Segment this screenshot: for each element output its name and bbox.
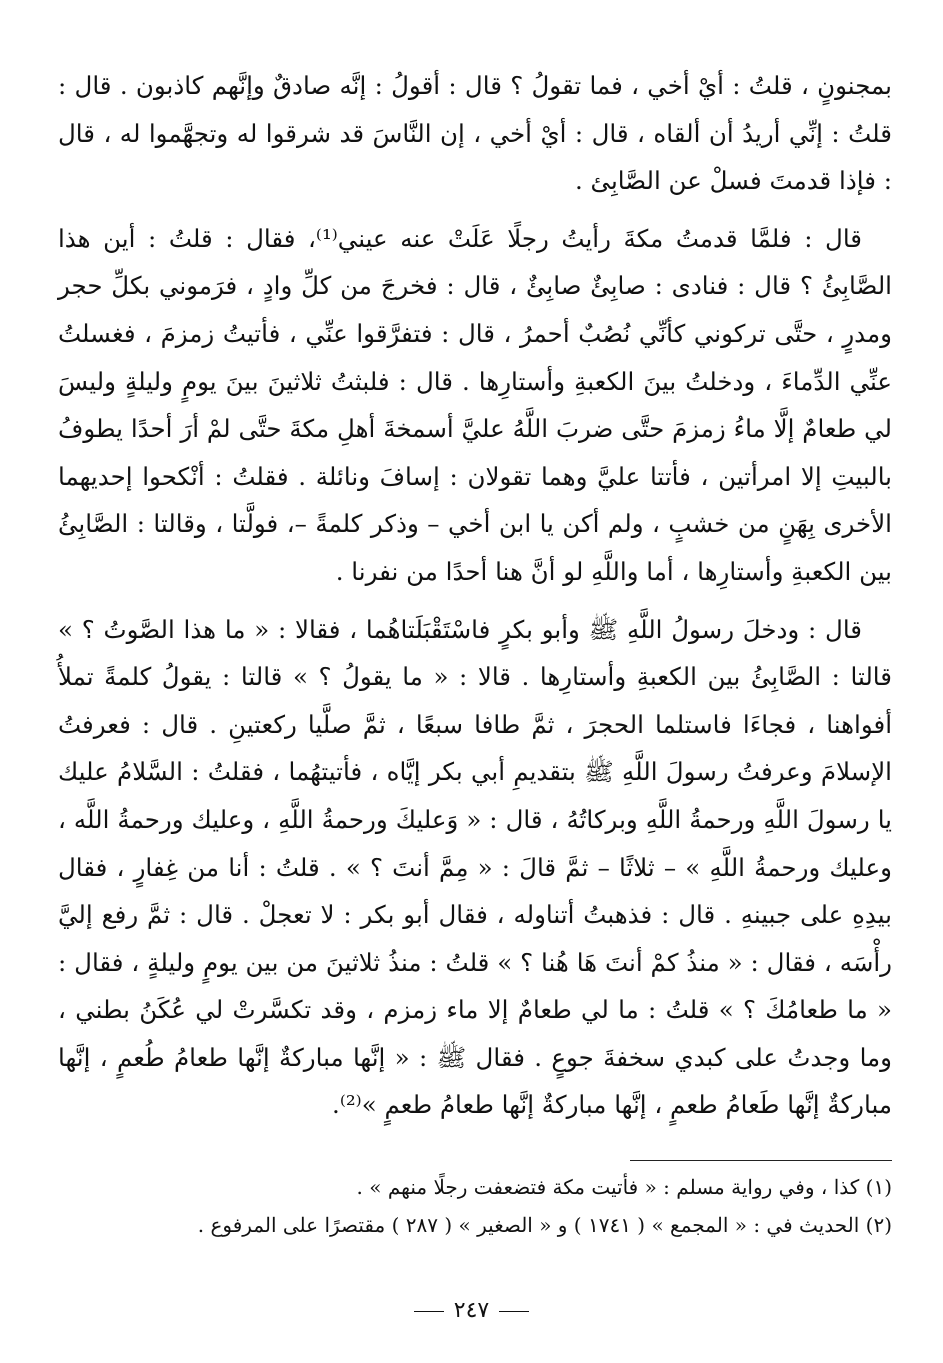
paragraph-2: قال : فلمَّا قدمتُ مكةَ رأيتُ رجلًا عَلَتْ عنه عيني⁽¹⁾، فقال : قلتُ : أين هذا الصَّابِئُ ؟ قال : فنادى : صابِئٌ صابِئٌ ، قال : فخرجَ من كلِّ وادٍ ، فرَموني بكلِّ حجر ومدرٍ ، حتَّى تركوني كأنِّي نُصُبٌ أحمرُ ، قال : فتفرَّقوا عنِّي ، فأتيتُ زمزمَ ، فغسلتُ عنِّي الدِّماءَ ، ودخلتُ بينَ الكعبةِ وأستارِها . قال : فلبثتُ ثلاثينَ بينَ يومٍ وليلةٍ وليسَ لي طعامٌ إلَّا ماءُ زمزمَ حتَّى ضربَ اللَّهُ عليَّ أسمخةَ أهلِ مكةَ حتَّى لمْ أرَ أحدًا يطوفُ بالبيتِ إلا امرأتين ، فأتتا عليَّ وهما تقولان : إسافَ ونائلة . فقلتُ : أنْكحوا إحديهما الأخرى بِهَنٍ من خشبٍ ، ولم أكن يا ابن أخي – وذكر كلمةً –، فولَّتا ، وقالتا : الصَّابِئُ بين الكعبةِ وأستارِها ، أما واللَّهِ لو أنَّ هنا أحدًا من نفرنا . [58, 223, 892, 586]
page-number-text: ٢٤٧ [453, 1298, 490, 1323]
paragraph-3: قال : ودخلَ رسولُ اللَّهِ ﷺ وأبو بكرٍ فاسْتَقْبَلَتاهُما ، فقالا : « ما هذا الصَّوتُ ؟ » قالتا : الصَّابِئُ بين الكعبةِ وأستارِها . قالا : « ما يقولُ ؟ » قالتا : يقولُ كلمةً تملأُ أفواهنا ، فجاءَا فاستلما الحجرَ ، ثمَّ طافا سبعًا ، ثمَّ صلَّيا ركعتينِ . قال : فعرفتُ الإسلامَ وعرفتُ رسولَ اللَّهِ ﷺ بتقديمِ أبي بكر إيَّاه ، فأتيتهُما ، فقلتُ : السَّلامُ عليك يا رسولَ اللَّهِ ورحمةُ اللَّهِ وبركاتُهُ ، قال : « وَعليكَ ورحمةُ اللَّهِ ، وعليك ورحمةُ اللَّه ، وعليك ورحمةُ اللَّهِ » – ثلاثًا – ثمَّ قالَ : « مِمَّ أنتَ ؟ » . قلتُ : أنا من غِفارٍ ، فقال بيدِهِ على جبينهِ . قال : فذهبتُ أتناوله ، فقال أبو بكر : لا تعجلْ . قال : ثمَّ رفع إليَّ رأْسَه ، فقال : « منذُ كمْ أنتَ هَا هُنا ؟ » قلتُ : منذُ ثلاثينَ من بين يومٍ وليلةٍ ، فقال : « ما طعامُكَ ؟ » قلتُ : ما لي طعامٌ إلا ماء زمزم ، وقد تكسَّرتْ لي عُكَنُ بطني ، وما وجدتُ على كبدي سخفةَ جوعٍ . فقال ﷺ : « إنَّها مباركةٌ إنَّها طعامُ طُعمٍ ، إنَّها مباركةٌ إنَّها طَعامُ طعمٍ ، إنَّها مباركةٌ إنَّها طعامُ طعمٍ »⁽²⁾. [58, 614, 892, 1120]
paragraph-1: بمجنونٍ ، قلتُ : أيْ أخي ، فما تقولُ ؟ قال : أقولُ : إنَّه صادقٌ وإنَّهم كاذبون . قال : قلتُ : إنِّي أريدُ أن ألقاه ، قال : أيْ أخي ، إن النَّاسَ قد شرقوا له وتجهَّموا له ، قال : فإذا قدمتَ فسلْ عن الصَّابِئ . [58, 71, 892, 196]
footnote-2: (٢) الحديث في : « المجمع » ( ١٧٤١ ) و « الصغير » ( ٢٨٧ ) مقتصرًا على المرفوع . [197, 1213, 892, 1237]
footnote-separator [630, 1160, 892, 1161]
dash-left [414, 1311, 444, 1312]
footnote-1: (١) كذا ، وفي رواية مسلم : « فأتيت مكة فتضعفت رجلًا منهم » . [356, 1175, 892, 1199]
dash-right [499, 1311, 529, 1312]
page-number [0, 1296, 943, 1326]
footnotes [58, 1168, 892, 1244]
main-text [58, 62, 892, 1139]
